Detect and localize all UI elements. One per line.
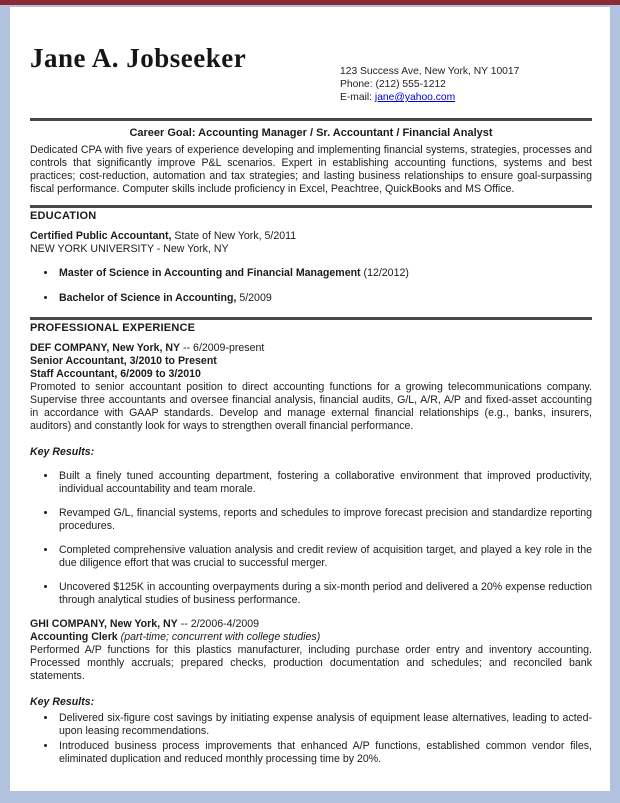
result-item: • Delivered six-figure cost savings by initiating expense analysis of equipment lease alternatives, leading to acted-upon leasing recommendations. [57, 712, 592, 738]
degree-list [30, 267, 592, 305]
person-name: Jane A. Jobseeker [30, 43, 247, 73]
cpa-credential: Certified Public Accountant, State of New York, 5/2011 [30, 230, 297, 242]
top-accent-bar [0, 0, 620, 5]
job-title: Accounting Clerk (part-time; concurrent with college studies) [30, 631, 321, 643]
job-company-line: DEF COMPANY, New York, NY -- 6/2009-present [30, 342, 265, 354]
email-link[interactable]: jane@yahoo.com [374, 92, 456, 103]
resume-page [10, 7, 610, 791]
contact-block [340, 65, 592, 104]
contact-email-line [340, 91, 592, 104]
summary-paragraph: Dedicated CPA with five years of experience developing and implementing financial systems, strategies, processes and controls that significantly improve P&L scenarios. Expert in establishing accounting functions, systems and best practices; cost-reduction, automation and tax strategies; and lasting business relationships to ensure goal-surpassing fiscal performance. Computer skills include proficiency in Excel, Peachtree, QuickBooks and MS Office. [30, 144, 592, 195]
section-heading-education: EDUCATION [30, 210, 97, 222]
resume-header [30, 43, 592, 104]
degree-item: • Bachelor of Science in Accounting, 5/2009 [57, 292, 592, 305]
job-company-line: GHI COMPANY, New York, NY -- 2/2006-4/2009 [30, 618, 260, 630]
job-description: Promoted to senior accountant position to direct accounting functions for a growing telecommunications company. Supervise three accountants and oversee financial analysis, financial audits, G/L, A/R, A/P and fixed-asset accounting in accordance with GAAP standards. Develop and manage external financial relationships (e.g., banks, insurers, auditors) and constantly look for ways to strengthen overall financial performance. [30, 381, 592, 432]
result-item: • Revamped G/L, financial systems, reports and schedules to improve forecast precision and standardize reporting procedures. [57, 507, 592, 533]
job-title: Staff Accountant, 6/2009 to 3/2010 [30, 368, 201, 380]
key-results-label: Key Results: [30, 696, 95, 708]
contact-phone: Phone: (212) 555-1212 [340, 79, 446, 90]
key-results-list [30, 712, 592, 766]
header-divider [30, 118, 592, 121]
result-item: • Built a finely tuned accounting department, fostering a collaborative environment that improved productivity, individual accountability and team morale. [57, 470, 592, 496]
email-label: E-mail: [340, 92, 373, 103]
result-item: • Completed comprehensive valuation analysis and credit review of acquisition target, and played a key role in the due diligence effort that was crucial to successful merger. [57, 544, 592, 570]
section-heading-experience: PROFESSIONAL EXPERIENCE [30, 322, 196, 334]
result-item: • Uncovered $125K in accounting overpayments during a six-month period and delivered a 20% expense reduction through analytical studies of business performance. [57, 581, 592, 607]
key-results-label: Key Results: [30, 446, 95, 458]
career-goal: Career Goal: Accounting Manager / Sr. Accountant / Financial Analyst [129, 127, 493, 139]
job-title: Senior Accountant, 3/2010 to Present [30, 355, 217, 367]
contact-address: 123 Success Ave, New York, NY 10017 [340, 66, 520, 77]
result-item: • Introduced business process improvements that enhanced A/P functions, established common vendor files, eliminated duplication and reduced monthly processing time by 20%. [57, 740, 592, 766]
job-description: Performed A/P functions for this plastics manufacturer, including purchase order entry and inventory accounting. Processed monthly accruals; prepared checks, production documentation and schedules; and reconciled bank statements. [30, 644, 592, 682]
degree-item: • Master of Science in Accounting and Financial Management (12/2012) [57, 267, 592, 280]
university-line: NEW YORK UNIVERSITY - New York, NY [30, 243, 229, 255]
key-results-list [30, 470, 592, 607]
